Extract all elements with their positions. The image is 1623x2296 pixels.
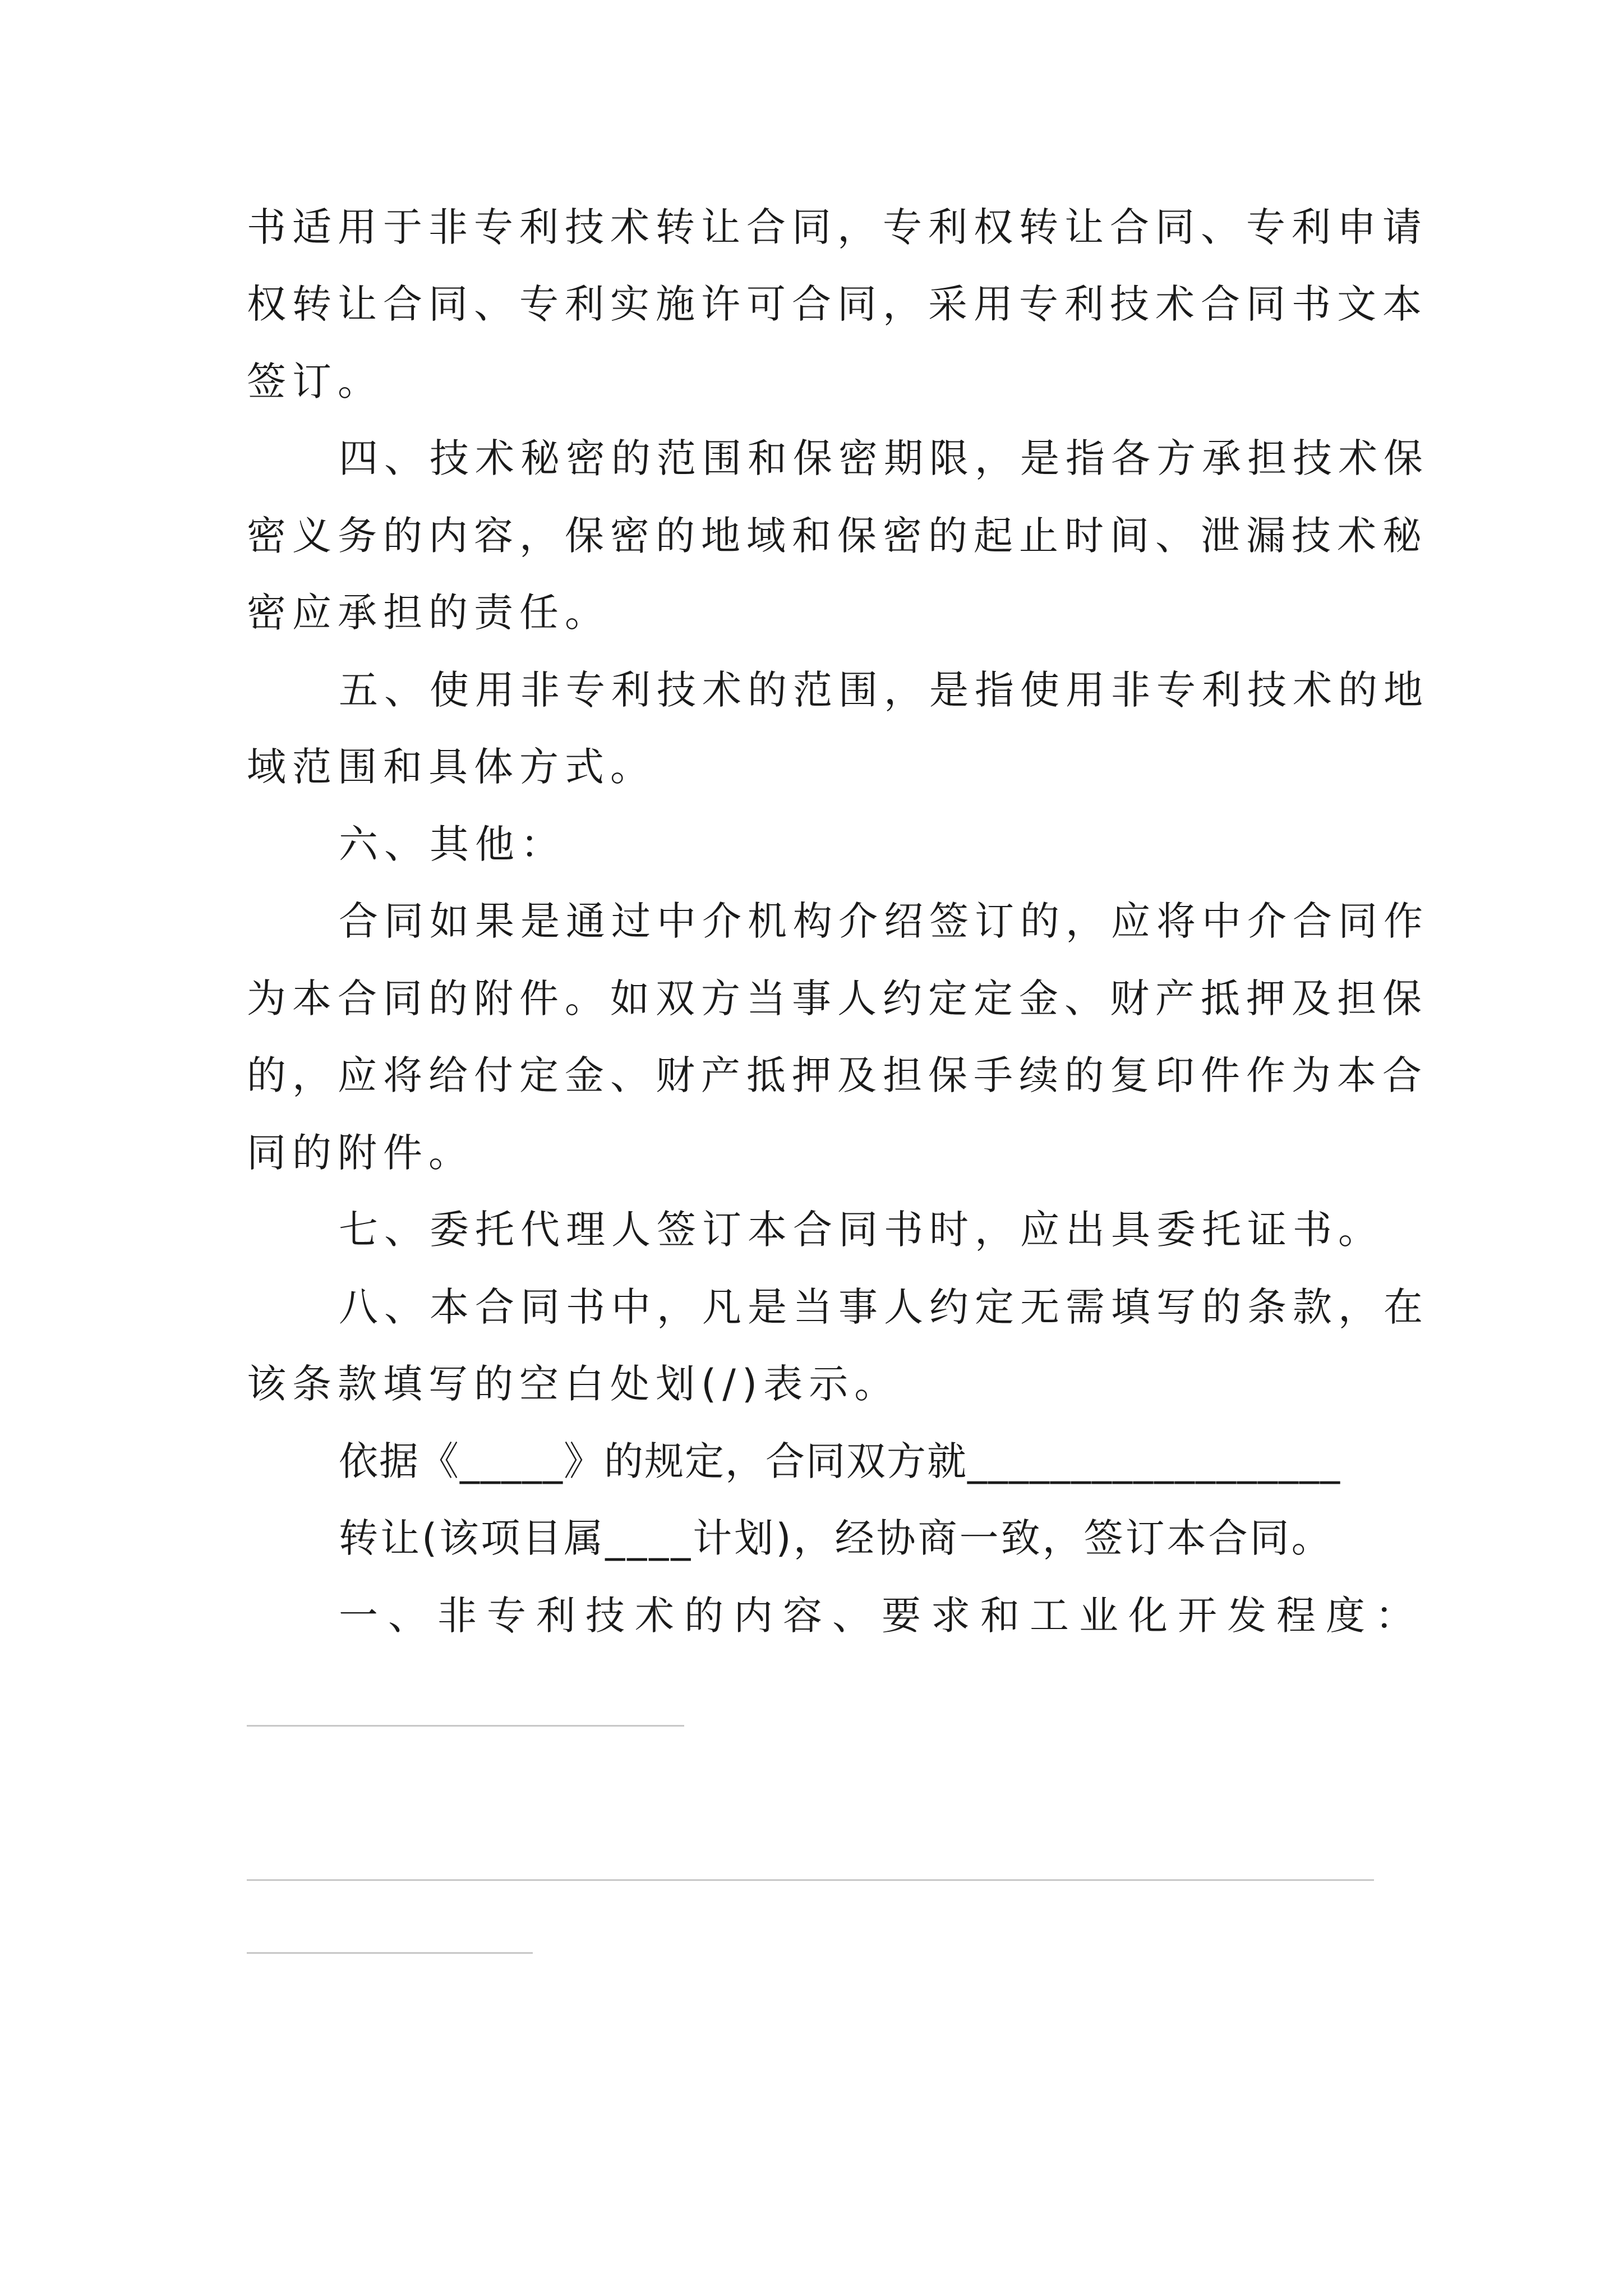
transfer-line: 转让(该项目属____计划)，经协商一致，签订本合同。 <box>339 1515 1333 1561</box>
section-1-heading: 一、非专利技术的内容、要求和工业化开发程度： <box>339 1593 1424 1639</box>
body-line-1: 书适用于非专利技术转让合同，专利权转让合同、专利申请 <box>247 204 1428 250</box>
clause-8-line-2: 该条款填写的空白处划(/)表示。 <box>247 1361 900 1407</box>
blank-fill-line <box>247 1879 1374 1881</box>
body-line-3: 签订。 <box>247 358 383 404</box>
body-line-2: 权转让合同、专利实施许可合同，采用专利技术合同书文本 <box>247 281 1428 327</box>
clause-6-line-1: 合同如果是通过中介机构介绍签订的，应将中介合同作 <box>339 898 1429 944</box>
clause-4-line-2: 密义务的内容，保密的地域和保密的起止时间、泄漏技术秘 <box>247 513 1428 559</box>
clause-7-line: 七、委托代理人签订本合同书时，应出具委托证书。 <box>339 1207 1384 1253</box>
clause-6-line-3: 的，应将给付定金、财产抵押及担保手续的复印件作为本合 <box>247 1052 1428 1098</box>
clause-5-line-1: 五、使用非专利技术的范围，是指使用非专利技术的地 <box>339 667 1429 713</box>
clause-8-line-1: 八、本合同书中，凡是当事人约定无需填写的条款，在 <box>339 1284 1429 1330</box>
clause-4-line-3: 密应承担的责任。 <box>247 590 610 636</box>
blank-fill-line <box>247 1725 684 1727</box>
clause-5-line-2: 域范围和具体方式。 <box>247 744 656 790</box>
basis-line: 依据《_____》的规定，合同双方就__________________ <box>339 1438 1341 1484</box>
clause-6-line-4: 同的附件。 <box>247 1130 474 1176</box>
clause-6-line-2: 为本合同的附件。如双方当事人约定定金、财产抵押及担保 <box>247 976 1428 1022</box>
blank-fill-line <box>247 1952 533 1954</box>
clause-4-line-1: 四、技术秘密的范围和保密期限，是指各方承担技术保 <box>339 435 1429 481</box>
clause-6-heading: 六、其他： <box>339 821 566 867</box>
